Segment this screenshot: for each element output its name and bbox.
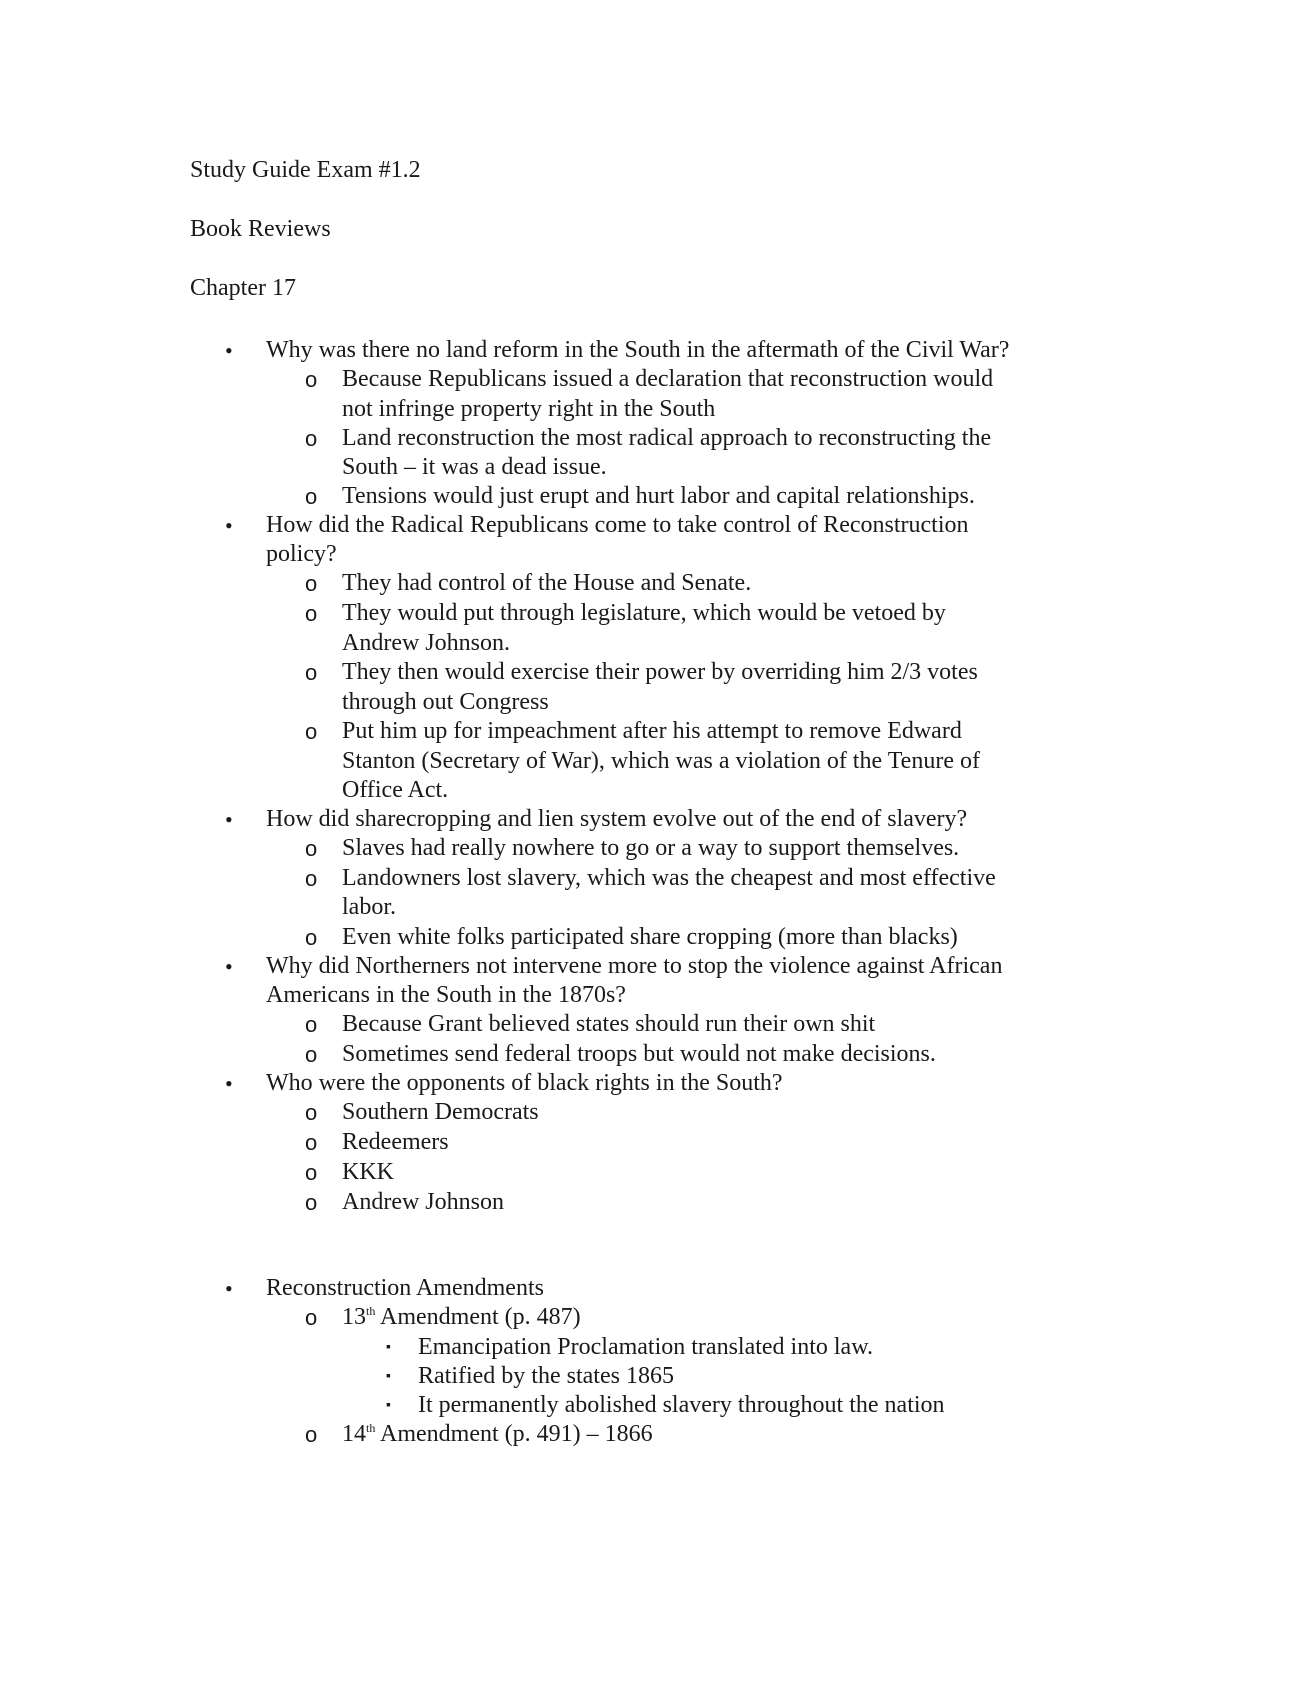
- circle-marker: o: [305, 484, 318, 509]
- bullet-marker: •: [225, 338, 233, 363]
- question-2-cont: policy?: [266, 541, 337, 567]
- answer-line: Because Republicans issued a declaration that reconstruction would: [342, 366, 994, 392]
- amendment-detail: It permanently abolished slavery throughout the nation: [418, 1392, 945, 1418]
- question-3: How did sharecropping and lien system evolve out of the end of slavery?: [266, 806, 968, 832]
- answer-line: labor.: [342, 894, 396, 920]
- answer-line: They had control of the House and Senate.: [342, 570, 752, 596]
- square-marker: ▪: [386, 1340, 391, 1355]
- bullet-marker: •: [225, 513, 233, 538]
- ordinal-suffix: th: [366, 1421, 376, 1435]
- circle-marker: o: [305, 866, 318, 891]
- answer-line: Andrew Johnson.: [342, 630, 510, 656]
- question-4: Why did Northerners not intervene more to stop the violence against African: [266, 953, 1003, 979]
- bullet-marker: •: [225, 1276, 233, 1301]
- answer-line: Landowners lost slavery, which was the cheapest and most effective: [342, 865, 996, 891]
- answer-line: Andrew Johnson: [342, 1189, 504, 1215]
- answer-line: Sometimes send federal troops but would not make decisions.: [342, 1041, 936, 1067]
- answer-line: Even white folks participated share cropping (more than blacks): [342, 924, 958, 950]
- answer-line: Tensions would just erupt and hurt labor and capital relationships.: [342, 483, 975, 509]
- circle-marker: o: [305, 1012, 318, 1037]
- answer-line: through out Congress: [342, 689, 549, 715]
- circle-marker: o: [305, 719, 318, 744]
- square-marker: ▪: [386, 1398, 391, 1413]
- circle-marker: o: [305, 1042, 318, 1067]
- answer-line: Put him up for impeachment after his attempt to remove Edward: [342, 718, 962, 744]
- bullet-marker: •: [225, 954, 233, 979]
- answer-line: Slaves had really nowhere to go or a way to support themselves.: [342, 835, 960, 861]
- amendments-heading: Reconstruction Amendments: [266, 1275, 544, 1301]
- question-4-cont: Americans in the South in the 1870s?: [266, 982, 626, 1008]
- answer-line: KKK: [342, 1159, 394, 1185]
- question-1: Why was there no land reform in the South in the aftermath of the Civil War?: [266, 337, 1010, 363]
- answer-line: They then would exercise their power by overriding him 2/3 votes: [342, 659, 978, 685]
- answer-line: They would put through legislature, which would be vetoed by: [342, 600, 946, 626]
- chapter-heading: Chapter 17: [190, 275, 296, 301]
- amendment-number: 13: [342, 1304, 366, 1330]
- square-marker: ▪: [386, 1369, 391, 1384]
- circle-marker: o: [305, 1422, 318, 1447]
- bullet-marker: •: [225, 1071, 233, 1096]
- answer-line: Office Act.: [342, 777, 449, 803]
- circle-marker: o: [305, 925, 318, 950]
- circle-marker: o: [305, 601, 318, 626]
- circle-marker: o: [305, 426, 318, 451]
- circle-marker: o: [305, 836, 318, 861]
- question-2: How did the Radical Republicans come to take control of Reconstruction: [266, 512, 969, 538]
- circle-marker: o: [305, 1305, 318, 1330]
- answer-line: Land reconstruction the most radical approach to reconstructing the: [342, 425, 992, 451]
- ordinal-suffix: th: [366, 1304, 376, 1318]
- bullet-marker: •: [225, 807, 233, 832]
- circle-marker: o: [305, 1190, 318, 1215]
- document-title: Study Guide Exam #1.2: [190, 157, 421, 183]
- answer-line: South – it was a dead issue.: [342, 454, 607, 480]
- answer-line: Because Grant believed states should run their own shit: [342, 1011, 876, 1037]
- amendment-detail: Ratified by the states 1865: [418, 1363, 674, 1389]
- document-subtitle: Book Reviews: [190, 216, 331, 242]
- amendment-detail: Emancipation Proclamation translated into law.: [418, 1334, 873, 1360]
- circle-marker: o: [305, 660, 318, 685]
- answer-line: Southern Democrats: [342, 1099, 539, 1125]
- circle-marker: o: [305, 1160, 318, 1185]
- circle-marker: o: [305, 571, 318, 596]
- amendment-14: [342, 1419, 653, 1450]
- answer-line: not infringe property right in the South: [342, 396, 716, 422]
- circle-marker: o: [305, 1100, 318, 1125]
- circle-marker: o: [305, 1130, 318, 1155]
- amendment-number: 14: [342, 1421, 366, 1447]
- circle-marker: o: [305, 367, 318, 392]
- amendment-text: Amendment (p. 487): [375, 1304, 581, 1330]
- answer-line: Redeemers: [342, 1129, 449, 1155]
- amendment-13: [342, 1302, 581, 1333]
- amendment-text: Amendment (p. 491) – 1866: [375, 1421, 653, 1447]
- question-5: Who were the opponents of black rights in the South?: [266, 1070, 783, 1096]
- answer-line: Stanton (Secretary of War), which was a violation of the Tenure of: [342, 748, 980, 774]
